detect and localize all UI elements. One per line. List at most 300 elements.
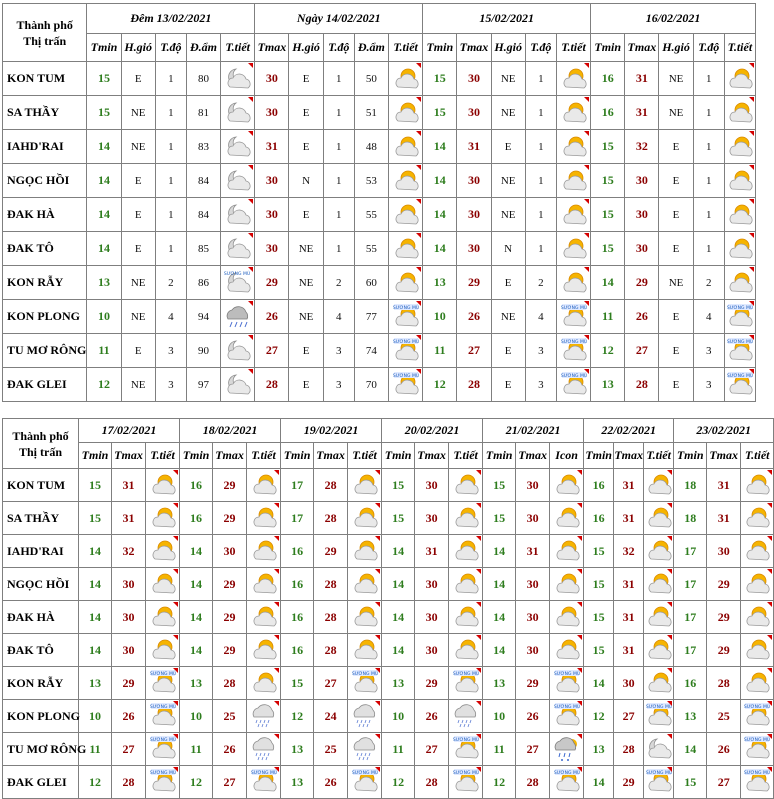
sun-fog-icon: [388, 368, 422, 402]
sun-cloud-icon: [741, 601, 774, 634]
tmin-value: 10: [423, 300, 457, 334]
svg-text:SƯƠNG MÙ: SƯƠNG MÙ: [351, 672, 378, 677]
comment-flag-icon: [416, 335, 421, 340]
value-cell: 3: [155, 368, 186, 402]
comment-flag-icon: [767, 635, 772, 640]
sun-cloud-icon: [146, 469, 180, 502]
svg-text:SƯƠNG MÙ: SƯƠNG MÙ: [744, 705, 771, 710]
comment-flag-icon: [274, 767, 279, 772]
comment-flag-icon: [767, 569, 772, 574]
sun-cloud-icon: [556, 96, 590, 130]
value-cell: E: [491, 266, 525, 300]
sun-cloud-icon: [449, 502, 483, 535]
rain-cloud-icon: [348, 733, 382, 766]
value-cell: 97: [186, 368, 220, 402]
column-header: T.tiết: [724, 34, 755, 62]
moon-cloud-icon: [221, 198, 255, 232]
table-row: [3, 469, 774, 502]
tmax-value: 31: [457, 130, 491, 164]
value-cell: NE: [491, 164, 525, 198]
value-cell: 80: [186, 62, 220, 96]
comment-flag-icon: [173, 602, 178, 607]
table-row: [3, 62, 756, 96]
tmax-value: 28: [625, 368, 659, 402]
column-header: Tmax: [314, 443, 348, 469]
period-header: 15/02/2021: [423, 4, 591, 34]
comment-flag-icon: [416, 233, 421, 238]
value-cell: E: [289, 96, 323, 130]
tmin-value: 16: [591, 96, 625, 130]
comment-flag-icon: [476, 635, 481, 640]
comment-flag-icon: [476, 767, 481, 772]
comment-flag-icon: [274, 536, 279, 541]
sun-cloud-icon: [247, 502, 281, 535]
comment-flag-icon: [173, 569, 178, 574]
tmax-value: 27: [255, 334, 289, 368]
value-cell: 4: [525, 300, 556, 334]
comment-flag-icon: [248, 97, 253, 102]
svg-text:SƯƠNG MÙ: SƯƠNG MÙ: [553, 705, 580, 710]
comment-flag-icon: [274, 734, 279, 739]
tmin-value: 12: [423, 368, 457, 402]
period-header: Ngày 14/02/2021: [255, 4, 423, 34]
sun-fog-icon: [146, 700, 180, 733]
comment-flag-icon: [667, 668, 672, 673]
sun-cloud-icon: [388, 266, 422, 300]
sun-cloud-icon: [146, 535, 180, 568]
comment-flag-icon: [375, 635, 380, 640]
column-header: Tmin: [281, 443, 314, 469]
comment-flag-icon: [577, 701, 582, 706]
comment-flag-icon: [173, 668, 178, 673]
tmin-value: 13: [423, 266, 457, 300]
tmin-value: 16: [674, 667, 707, 700]
comment-flag-icon: [577, 569, 582, 574]
tmax-value: 28: [314, 502, 348, 535]
comment-flag-icon: [274, 635, 279, 640]
comment-flag-icon: [584, 301, 589, 306]
svg-text:SƯƠNG MÙ: SƯƠNG MÙ: [726, 339, 754, 345]
sun-cloud-icon: [146, 634, 180, 667]
value-cell: NE: [289, 232, 323, 266]
tmin-value: 14: [87, 164, 121, 198]
sun-fog-icon: [556, 334, 590, 368]
tmax-value: 29: [516, 667, 550, 700]
comment-flag-icon: [173, 635, 178, 640]
comment-flag-icon: [667, 503, 672, 508]
column-header: H.gió: [491, 34, 525, 62]
tmin-value: 13: [79, 667, 112, 700]
sun-cloud-icon: [550, 568, 584, 601]
comment-flag-icon: [375, 536, 380, 541]
comment-flag-icon: [248, 131, 253, 136]
table-row: [3, 232, 756, 266]
value-cell: 84: [186, 164, 220, 198]
table-row: [3, 700, 774, 733]
tmin-value: 14: [423, 198, 457, 232]
comment-flag-icon: [274, 569, 279, 574]
sun-cloud-icon: [741, 502, 774, 535]
value-cell: 1: [323, 130, 354, 164]
comment-flag-icon: [767, 734, 772, 739]
value-cell: 3: [323, 334, 354, 368]
tmin-value: 11: [423, 334, 457, 368]
comment-flag-icon: [767, 668, 772, 673]
comment-flag-icon: [667, 701, 672, 706]
tmax-value: 29: [213, 568, 247, 601]
value-cell: 55: [354, 232, 388, 266]
value-cell: 1: [323, 198, 354, 232]
tmax-value: 31: [625, 62, 659, 96]
svg-text:SƯƠNG MÙ: SƯƠNG MÙ: [392, 339, 419, 345]
column-header: T.tiết: [741, 443, 774, 469]
tmin-value: 14: [382, 634, 415, 667]
value-cell: 1: [525, 96, 556, 130]
tmax-value: 29: [707, 601, 741, 634]
sun-cloud-icon: [724, 198, 755, 232]
sun-fog-icon: [644, 766, 674, 799]
city-name: NGỌC HỒI: [3, 568, 79, 601]
value-cell: E: [659, 368, 693, 402]
tmax-value: 31: [707, 469, 741, 502]
day-header: 21/02/2021: [483, 419, 584, 443]
comment-flag-icon: [667, 734, 672, 739]
value-cell: NE: [659, 62, 693, 96]
comment-flag-icon: [274, 668, 279, 673]
value-cell: 2: [323, 266, 354, 300]
comment-flag-icon: [767, 767, 772, 772]
tmax-value: 30: [625, 198, 659, 232]
tmin-value: 14: [180, 535, 213, 568]
tmin-value: 12: [591, 334, 625, 368]
forecast-table-period-1: [2, 3, 756, 402]
tmax-value: 30: [625, 164, 659, 198]
city-name: ĐAK GLEI: [3, 368, 87, 402]
comment-flag-icon: [749, 267, 754, 272]
table-row: [3, 368, 756, 402]
tmin-value: 11: [483, 733, 516, 766]
tmin-value: 14: [483, 535, 516, 568]
sun-cloud-icon: [644, 502, 674, 535]
sun-cloud-icon: [146, 568, 180, 601]
rain-cloud-icon: [247, 700, 281, 733]
tmin-value: 13: [591, 368, 625, 402]
tmin-value: 14: [180, 568, 213, 601]
sun-cloud-icon: [556, 130, 590, 164]
tmin-value: 15: [87, 96, 121, 130]
tmin-value: 14: [483, 568, 516, 601]
comment-flag-icon: [173, 701, 178, 706]
tmin-value: 14: [79, 601, 112, 634]
column-header: Tmax: [255, 34, 289, 62]
column-header: Icon: [550, 443, 584, 469]
sun-fog-icon: [724, 368, 755, 402]
comment-flag-icon: [173, 767, 178, 772]
comment-flag-icon: [173, 503, 178, 508]
value-cell: NE: [289, 300, 323, 334]
tmax-value: 28: [213, 667, 247, 700]
column-header: T.tiết: [644, 443, 674, 469]
day-header: 22/02/2021: [584, 419, 674, 443]
tmin-value: 14: [180, 634, 213, 667]
tmin-value: 16: [281, 601, 314, 634]
comment-flag-icon: [667, 470, 672, 475]
column-header: Tmin: [423, 34, 457, 62]
comment-flag-icon: [274, 701, 279, 706]
svg-text:SƯƠNG MÙ: SƯƠNG MÙ: [149, 705, 176, 710]
city-name: ĐAK HÀ: [3, 198, 87, 232]
comment-flag-icon: [248, 165, 253, 170]
comment-flag-icon: [375, 602, 380, 607]
svg-text:SƯƠNG MÙ: SƯƠNG MÙ: [553, 672, 580, 677]
tmax-value: 31: [112, 469, 146, 502]
tmin-value: 15: [584, 535, 614, 568]
day-header: 19/02/2021: [281, 419, 382, 443]
tmax-value: 24: [314, 700, 348, 733]
sun-cloud-icon: [741, 535, 774, 568]
tmax-value: 27: [457, 334, 491, 368]
tmax-value: 29: [255, 266, 289, 300]
comment-flag-icon: [375, 701, 380, 706]
sun-fog-icon: [724, 334, 755, 368]
value-cell: E: [659, 300, 693, 334]
city-name: KON RẪY: [3, 266, 87, 300]
city-name: ĐAK TÔ: [3, 232, 87, 266]
tmin-value: 15: [423, 62, 457, 96]
city-name: ĐAK TÔ: [3, 634, 79, 667]
comment-flag-icon: [476, 470, 481, 475]
value-cell: 4: [155, 300, 186, 334]
sun-cloud-icon: [247, 535, 281, 568]
value-cell: 53: [354, 164, 388, 198]
sun-fog-icon: [550, 766, 584, 799]
tmax-value: 30: [516, 502, 550, 535]
value-cell: E: [659, 198, 693, 232]
value-cell: NE: [121, 130, 155, 164]
city-name: IAHD'RAI: [3, 130, 87, 164]
comment-flag-icon: [416, 369, 421, 374]
column-header: Tmax: [516, 443, 550, 469]
value-cell: E: [289, 62, 323, 96]
sun-cloud-icon: [247, 568, 281, 601]
comment-flag-icon: [577, 767, 582, 772]
value-cell: NE: [289, 266, 323, 300]
value-cell: 1: [693, 232, 724, 266]
tmin-value: 12: [584, 700, 614, 733]
value-cell: E: [491, 334, 525, 368]
svg-text:SƯƠNG MÙ: SƯƠNG MÙ: [744, 771, 771, 776]
value-cell: 81: [186, 96, 220, 130]
comment-flag-icon: [749, 97, 754, 102]
day-header: 18/02/2021: [180, 419, 281, 443]
comment-flag-icon: [667, 536, 672, 541]
tmin-value: 14: [584, 766, 614, 799]
value-cell: 48: [354, 130, 388, 164]
value-cell: 70: [354, 368, 388, 402]
tmin-value: 16: [281, 634, 314, 667]
value-cell: 3: [323, 368, 354, 402]
sun-cloud-icon: [247, 601, 281, 634]
svg-text:SƯƠNG MÙ: SƯƠNG MÙ: [560, 305, 587, 311]
tmin-value: 13: [483, 667, 516, 700]
sun-fog-icon: [741, 733, 774, 766]
city-name: ĐAK GLEI: [3, 766, 79, 799]
moon-cloud-icon: [221, 62, 255, 96]
tmax-value: 26: [516, 700, 550, 733]
tmin-value: 11: [180, 733, 213, 766]
value-cell: 1: [693, 130, 724, 164]
comment-flag-icon: [416, 165, 421, 170]
comment-flag-icon: [584, 97, 589, 102]
tmax-value: 29: [707, 634, 741, 667]
value-cell: 1: [693, 164, 724, 198]
value-cell: E: [659, 232, 693, 266]
value-cell: 1: [155, 198, 186, 232]
sun-cloud-icon: [388, 96, 422, 130]
tmax-value: 31: [112, 502, 146, 535]
tmax-value: 28: [255, 368, 289, 402]
tmin-value: 16: [281, 568, 314, 601]
value-cell: E: [659, 130, 693, 164]
svg-text:SƯƠNG MÙ: SƯƠNG MÙ: [560, 339, 587, 345]
comment-flag-icon: [416, 301, 421, 306]
tmin-value: 12: [281, 700, 314, 733]
table-row: [3, 130, 756, 164]
sun-cloud-icon: [644, 634, 674, 667]
value-cell: 60: [354, 266, 388, 300]
tmax-value: 30: [112, 568, 146, 601]
moon-cloud-icon: [221, 368, 255, 402]
tmin-value: 14: [382, 601, 415, 634]
tmax-value: 26: [255, 300, 289, 334]
comment-flag-icon: [416, 63, 421, 68]
value-cell: E: [121, 232, 155, 266]
tmin-value: 12: [180, 766, 213, 799]
tmax-value: 29: [213, 634, 247, 667]
tmax-value: 30: [255, 62, 289, 96]
value-cell: E: [121, 164, 155, 198]
tmax-value: 29: [213, 601, 247, 634]
comment-flag-icon: [476, 734, 481, 739]
sun-fog-icon: [550, 700, 584, 733]
tmin-value: 13: [180, 667, 213, 700]
svg-text:SƯƠNG MÙ: SƯƠNG MÙ: [149, 771, 176, 776]
tmin-value: 15: [382, 502, 415, 535]
tmax-value: 30: [625, 232, 659, 266]
comment-flag-icon: [375, 470, 380, 475]
value-cell: 85: [186, 232, 220, 266]
comment-flag-icon: [476, 668, 481, 673]
sun-cloud-icon: [741, 568, 774, 601]
table-row: [3, 634, 774, 667]
tmin-value: 14: [591, 266, 625, 300]
comment-flag-icon: [577, 635, 582, 640]
value-cell: 1: [155, 96, 186, 130]
value-cell: 1: [155, 130, 186, 164]
city-name: NGỌC HỒI: [3, 164, 87, 198]
comment-flag-icon: [667, 635, 672, 640]
tmin-value: 15: [591, 130, 625, 164]
sun-cloud-icon: [146, 502, 180, 535]
tmax-value: 27: [516, 733, 550, 766]
comment-flag-icon: [416, 267, 421, 272]
tmin-value: 15: [584, 568, 614, 601]
city-name: KON TUM: [3, 62, 87, 96]
tmax-value: 32: [112, 535, 146, 568]
tmax-value: 30: [255, 198, 289, 232]
column-header: Tmax: [457, 34, 491, 62]
value-cell: 50: [354, 62, 388, 96]
sun-cloud-icon: [550, 469, 584, 502]
tmin-value: 12: [483, 766, 516, 799]
sun-fog-icon: [146, 667, 180, 700]
value-cell: E: [289, 198, 323, 232]
moon-fog-icon: [221, 266, 255, 300]
tmin-value: 17: [281, 469, 314, 502]
tmin-value: 17: [281, 502, 314, 535]
tmax-value: 27: [614, 700, 644, 733]
comment-flag-icon: [577, 602, 582, 607]
period-header: 16/02/2021: [591, 4, 756, 34]
tmin-value: 11: [87, 334, 121, 368]
sun-cloud-icon: [724, 62, 755, 96]
comment-flag-icon: [749, 165, 754, 170]
column-header: T.độ: [323, 34, 354, 62]
value-cell: 1: [525, 62, 556, 96]
comment-flag-icon: [767, 536, 772, 541]
sun-cloud-icon: [449, 634, 483, 667]
comment-flag-icon: [749, 335, 754, 340]
tmax-value: 26: [314, 766, 348, 799]
comment-flag-icon: [577, 668, 582, 673]
tmax-value: 31: [614, 601, 644, 634]
tmin-value: 16: [281, 535, 314, 568]
value-cell: 3: [693, 368, 724, 402]
tmax-value: 30: [255, 164, 289, 198]
comment-flag-icon: [749, 233, 754, 238]
comment-flag-icon: [584, 233, 589, 238]
city-name: KON PLONG: [3, 300, 87, 334]
tmin-value: 12: [87, 368, 121, 402]
column-header: T.độ: [155, 34, 186, 62]
city-header-line2: Thị trấn: [23, 33, 67, 48]
tmin-value: 16: [584, 469, 614, 502]
tmax-value: 28: [314, 601, 348, 634]
comment-flag-icon: [476, 503, 481, 508]
tmin-value: 14: [79, 634, 112, 667]
sun-cloud-icon: [449, 568, 483, 601]
moon-cloud-icon: [221, 232, 255, 266]
sun-cloud-icon: [348, 502, 382, 535]
city-name: KON RẪY: [3, 667, 79, 700]
city-name: TU MƠ RÔNG: [3, 733, 79, 766]
value-cell: 74: [354, 334, 388, 368]
svg-text:SƯƠNG MÙ: SƯƠNG MÙ: [351, 771, 378, 776]
value-cell: NE: [659, 96, 693, 130]
svg-text:SƯƠNG MÙ: SƯƠNG MÙ: [392, 373, 419, 379]
city-header-line2: Thị trấn: [18, 444, 62, 459]
tmin-value: 14: [87, 232, 121, 266]
comment-flag-icon: [248, 233, 253, 238]
comment-flag-icon: [248, 267, 253, 272]
tmax-value: 29: [707, 568, 741, 601]
sun-cloud-icon: [644, 568, 674, 601]
table-row: [3, 601, 774, 634]
tmax-value: 26: [415, 700, 449, 733]
tmax-value: 28: [516, 766, 550, 799]
tmax-value: 26: [457, 300, 491, 334]
table-row: [3, 334, 756, 368]
